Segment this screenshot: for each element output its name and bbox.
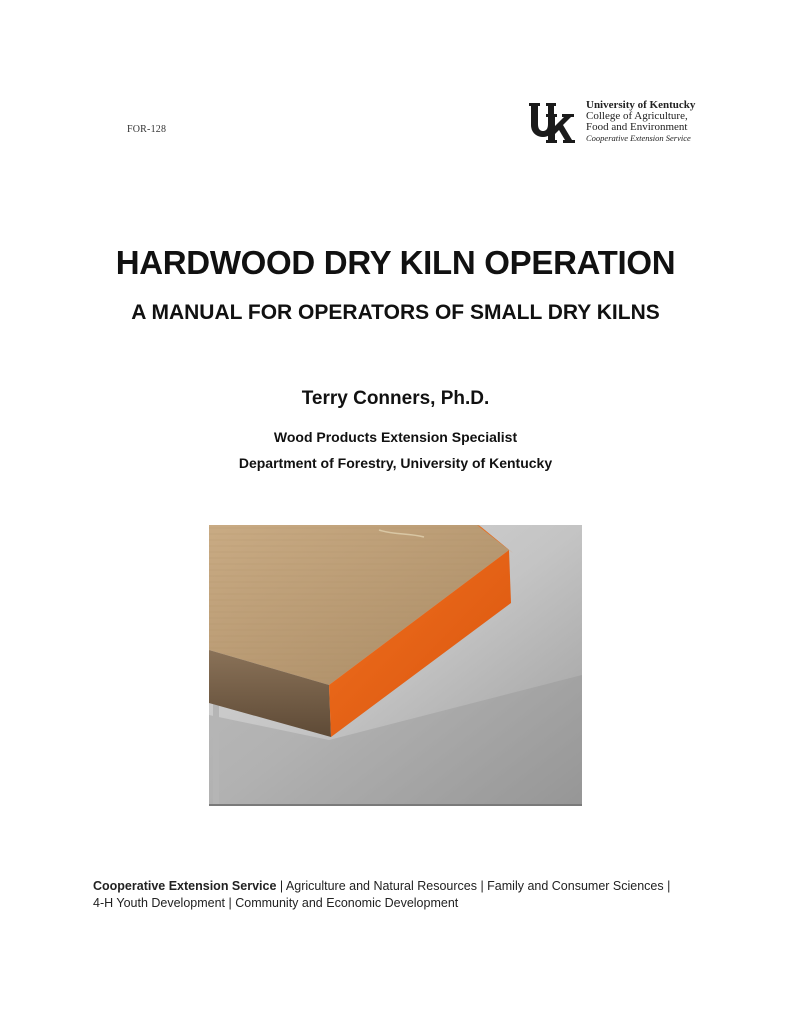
logo-line-extension: Cooperative Extension Service <box>586 133 691 143</box>
footer-programs <box>93 878 713 912</box>
document-subtitle: A MANUAL FOR OPERATORS OF SMALL DRY KILNS <box>131 301 660 324</box>
uk-logo <box>528 100 698 146</box>
logo-text <box>586 100 695 144</box>
footer-line-1 <box>93 878 713 895</box>
logo-line-college: College of Agriculture, <box>586 110 688 122</box>
document-title: HARDWOOD DRY KILN OPERATION <box>115 244 676 281</box>
logo-line-food: Food and Environment <box>586 121 688 133</box>
author-department: Department of Forestry, University of Kentucky <box>238 455 553 471</box>
footer-cooperative-extension: Cooperative Extension Service <box>93 879 277 893</box>
uk-logo-mark-icon <box>528 102 578 144</box>
footer-programs-line-2: 4-H Youth Development | Community and Economic Development <box>93 896 459 910</box>
logo-line-university: University of Kentucky <box>586 99 696 111</box>
author-role: Wood Products Extension Specialist <box>273 429 518 445</box>
author-name: Terry Conners, Ph.D. <box>301 388 490 409</box>
footer-programs-line-1: | Agriculture and Natural Resources | Family and Consumer Sciences | <box>276 879 671 893</box>
publication-code: FOR-128 <box>127 124 167 135</box>
cover-photo <box>209 525 582 806</box>
lumber-board-image <box>209 525 582 806</box>
